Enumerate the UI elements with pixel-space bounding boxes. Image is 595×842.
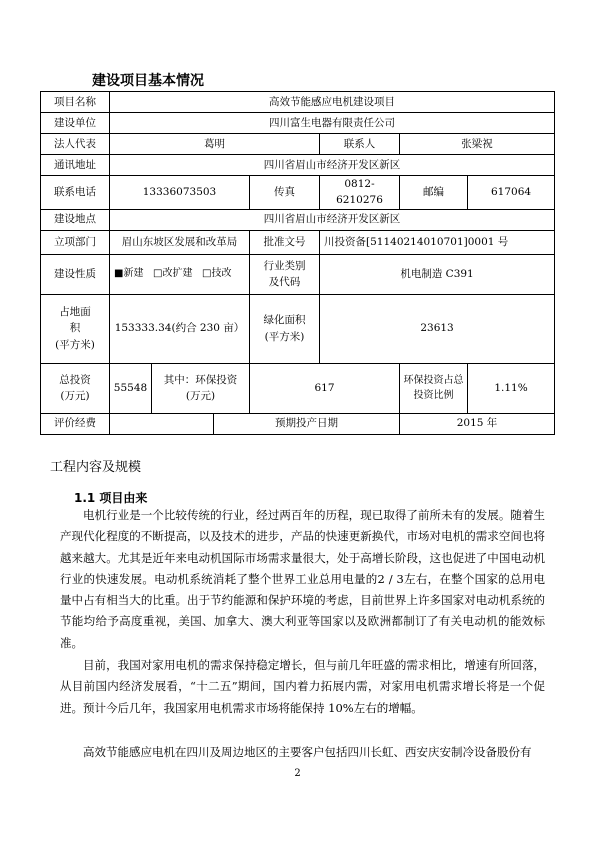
env-ratio-label-line1: 环保投资占总 [403, 374, 464, 386]
legal-rep-label: 法人代表 [41, 134, 110, 155]
contact-value: 张梁祝 [400, 134, 555, 155]
builder-value: 四川富生电器有限责任公司 [110, 113, 555, 134]
green-label-line2: (平方米) [264, 330, 305, 343]
paragraph-3: 高效节能感应电机在四川及周边地区的主要客户包括四川长虹、西安庆安制冷设备股份有 [83, 745, 532, 759]
fax-label: 传真 [250, 176, 320, 210]
green-value: 23613 [320, 294, 555, 363]
area-label-line1: 占地面 [59, 306, 91, 319]
invest-label-line2: (万元) [60, 390, 90, 403]
location-value: 四川省眉山市经济开发区新区 [110, 209, 555, 230]
builder-label: 建设单位 [41, 113, 110, 134]
env-ratio-value: 1.11% [468, 363, 555, 413]
eval-label: 评价经费 [41, 413, 110, 434]
nature-new-checkbox: ■新建 [114, 268, 144, 280]
phone-value: 13336073503 [110, 176, 250, 210]
env-ratio-label [400, 363, 468, 413]
approval-dept-label: 立项部门 [41, 230, 110, 254]
industry-value: 机电制造 C391 [320, 254, 555, 294]
area-label [41, 294, 110, 363]
subsection-title: 1.1 项目由来 [74, 491, 148, 505]
green-label-line1: 绿化面积 [263, 314, 306, 327]
project-name-value: 高效节能感应电机建设项目 [110, 92, 555, 113]
start-date-label: 预期投产日期 [214, 413, 400, 434]
start-date-value: 2015 年 [400, 413, 555, 434]
nature-rebuild-checkbox: □改扩建 [153, 268, 193, 280]
env-invest-label-line1: 其中：环保投资 [163, 373, 238, 386]
legal-rep-value: 葛明 [110, 134, 320, 155]
paragraph-2: 目前，我国对家用电机的需求保持稳定增长，但与前几年旺盛的需求相比，增速有所回落，从目前国内经济发展看，“十二五”期间，国内着力拓展内需，对家用电机需求增长将是一个促进。预计今后几年，我国家用电机需求市场将能保持 10%左右的增幅。 [60, 658, 545, 715]
postcode-value: 617064 [468, 176, 555, 210]
nature-options [110, 254, 250, 294]
industry-label-line2: 及代码 [268, 276, 301, 289]
env-invest-value: 617 [250, 363, 400, 413]
location-label: 建设地点 [41, 209, 110, 230]
area-label-line2: 积 [69, 322, 81, 335]
industry-label [250, 254, 320, 294]
postcode-label: 邮编 [400, 176, 468, 210]
green-label [250, 294, 320, 363]
phone-label: 联系电话 [41, 176, 110, 210]
invest-value: 55548 [110, 363, 152, 413]
address-label: 通讯地址 [41, 155, 110, 176]
env-invest-label-line2: (万元) [185, 390, 216, 403]
project-name-label: 项目名称 [41, 92, 110, 113]
fax-value: 0812-6210276 [320, 176, 400, 210]
nature-label: 建设性质 [41, 254, 110, 294]
invest-label [41, 363, 110, 413]
invest-label-line1: 总投资 [59, 373, 91, 386]
page-heading: 建设项目基本情况 [92, 73, 204, 89]
industry-label-line1: 行业类别 [263, 259, 306, 272]
project-info-table [40, 91, 555, 435]
eval-value [110, 413, 214, 434]
area-value: 153333.34(约合 230 亩） [110, 294, 250, 363]
paragraph-1: 电机行业是一个比较传统的行业，经过两百年的历程，现已取得了前所未有的发展。随着生产现代化程度的不断提高，以及技术的进步，产品的快速更新换代，市场对电机的需求空间也将越来越大。尤其是近年来电动机国际市场需求量很大，处于高增长阶段，这也促进了中国电动机行业的快速发展。电动机系统消耗了整个世界工业总用电量的2 / 3左右，在整个国家的总用电量中占有相当大的比重。出于节约能源和保护环境的考虑，目前世界上许多国家对电动机系统的节能均给予高度重视，美国、加拿大、澳大利亚等国家以及欧洲都制订了有关电动机的能效标准。 [60, 508, 545, 650]
contact-label: 联系人 [320, 134, 400, 155]
approval-no-value: 川投资备[51140214010701]0001 号 [320, 230, 555, 254]
approval-no-label: 批准文号 [250, 230, 320, 254]
address-value: 四川省眉山市经济开发区新区 [110, 155, 555, 176]
env-ratio-label-line2: 投资比例 [413, 390, 454, 402]
section-title: 工程内容及规模 [50, 460, 142, 475]
env-invest-label [152, 363, 250, 413]
area-label-line3: (平方米) [55, 338, 95, 351]
approval-dept-value: 眉山东坡区发展和改革局 [110, 230, 250, 254]
nature-tech-checkbox: □技改 [202, 268, 232, 280]
page-number: 2 [294, 768, 301, 779]
